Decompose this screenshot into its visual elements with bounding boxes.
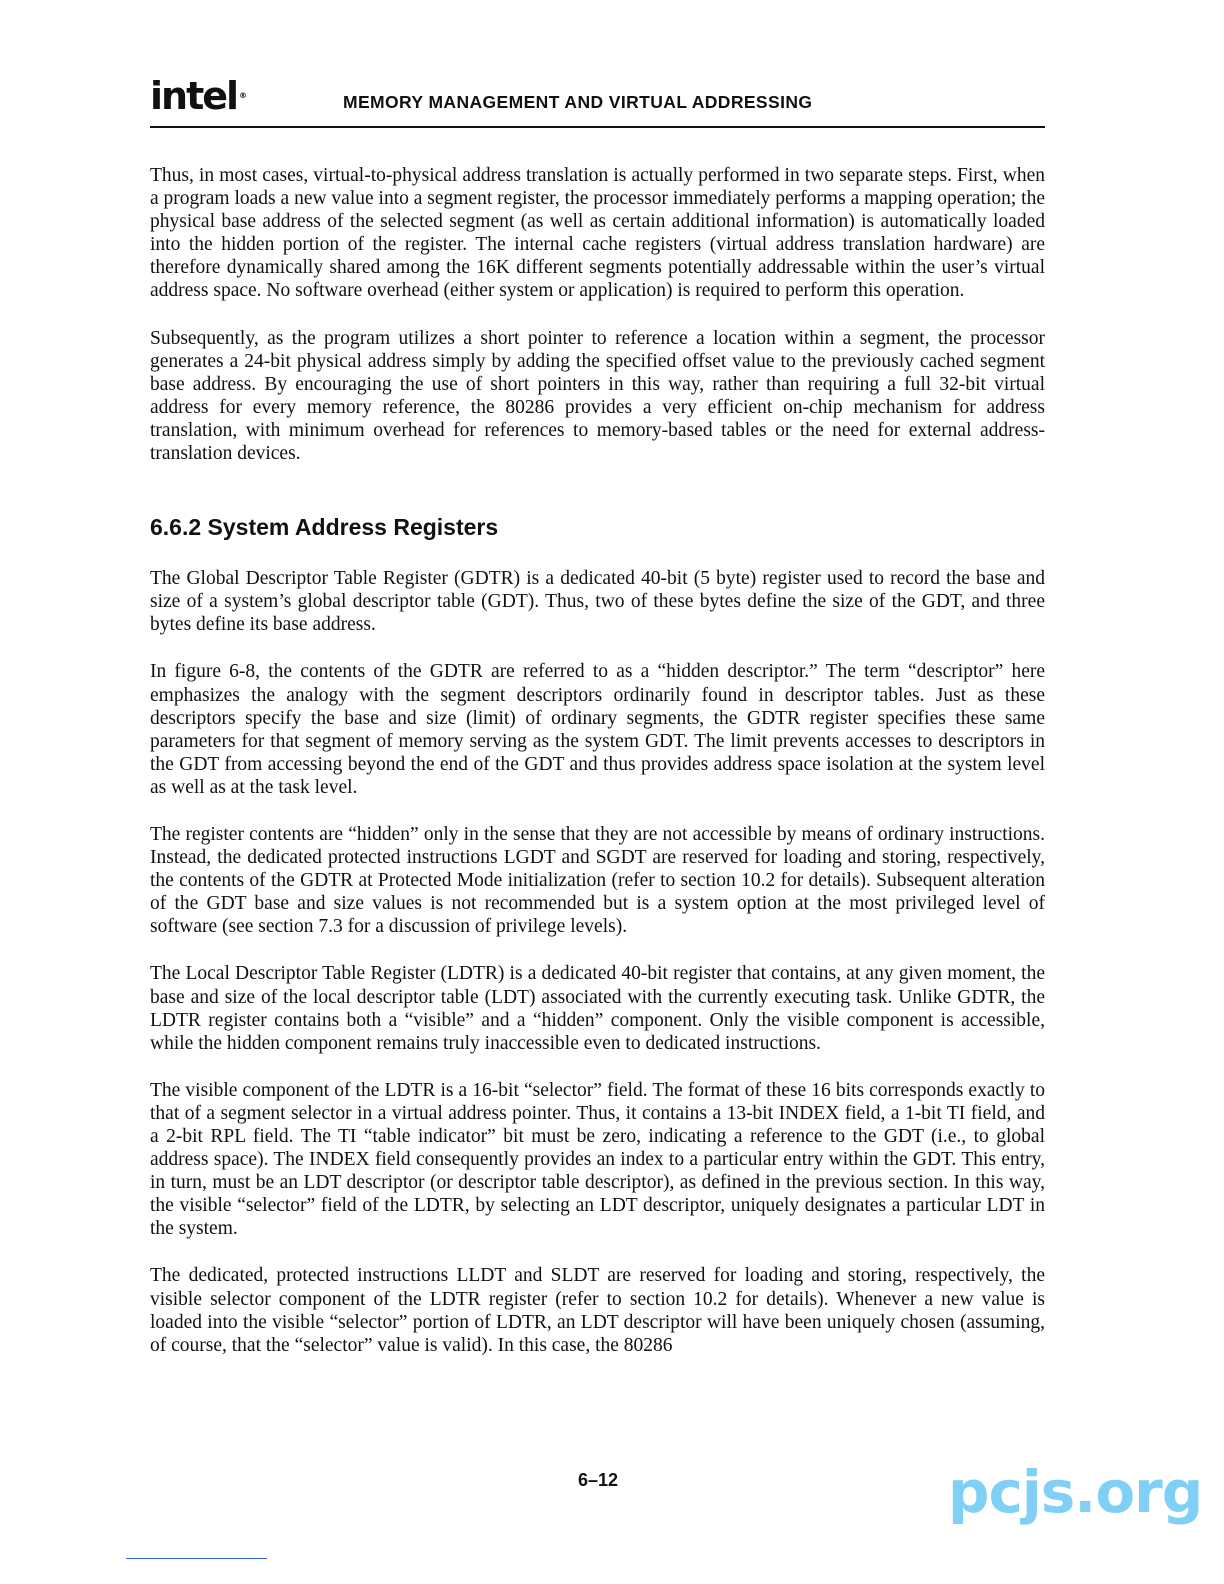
page-number: 6–12 xyxy=(578,1470,619,1490)
intel-logo xyxy=(150,76,245,116)
logo-text: intel xyxy=(150,74,238,118)
paragraph: The Local Descriptor Table Register (LDTR) is a dedicated 40-bit register that contains, at any given moment, the base and size of the local descriptor table (LDT) associated with the currently executing task. Unlike GDTR, the LDTR register contains both a “visible” and a “hidden” component. Only the visible component is accessible, while the hidden component remains truly inaccessible even to dedicated instructions. xyxy=(150,963,1045,1054)
page-header xyxy=(150,74,1045,128)
running-header-title: MEMORY MANAGEMENT AND VIRTUAL ADDRESSING xyxy=(343,92,813,112)
paragraph: The visible component of the LDTR is a 16-bit “selector” field. The format of these 16 bits corresponds exactly to that of a segment selector in a virtual address pointer. Thus, it contains a 13-bit INDEX field, a 1-bit TI field, and a 2-bit RPL field. The TI “table indicator” bit must be zero, indicating a reference to the GDT (i.e., to global address space). The INDEX field consequently provides an index to a particular entry within the GDT. This entry, in turn, must be an LDT descriptor (or descriptor table descriptor), as defined in the previous section. In this way, the visible “selector” field of the LDTR, by selecting an LDT descriptor, uniquely designates a particular LDT in the system. xyxy=(150,1079,1045,1240)
section-heading: 6.6.2 System Address Registers xyxy=(150,514,499,541)
bottom-divider xyxy=(126,1558,267,1559)
paragraph: Thus, in most cases, virtual-to-physical address translation is actually performed in two separate steps. First, when a program loads a new value into a segment register, the processor immediately performs a mapping operation; the physical base address of the selected segment (as well as certain additional information) is automatically loaded into the hidden portion of the register. The internal cache registers (virtual address translation hardware) are therefore dynamically shared among the 16K different segments potentially addressable within the user’s virtual address space. No software overhead (either system or application) is required to perform this operation. xyxy=(150,165,1045,302)
paragraph: The dedicated, protected instructions LLDT and SLDT are reserved for loading and storing, respectively, the visible selector component of the LDTR register (refer to section 10.2 for details). Whenever a new value is loaded into the visible “selector” portion of LDTR, an LDT descriptor will have been uniquely chosen (assuming, of course, that the “selector” value is valid). In this case, the 80286 xyxy=(150,1265,1045,1356)
paragraph: The Global Descriptor Table Register (GDTR) is a dedicated 40-bit (5 byte) register used to record the base and size of a system’s global descriptor table (GDT). Thus, two of these bytes define the size of the GDT, and three bytes define its base address. xyxy=(150,568,1045,636)
page-body xyxy=(150,164,1045,1381)
paragraph: In figure 6-8, the contents of the GDTR are referred to as a “hidden descriptor.” The term “descriptor” here emphasizes the analogy with the segment descriptors ordinarily found in descriptor tables. Just as these descriptors specify the base and size (limit) of ordinary segments, the GDTR register specifies these same parameters for that segment of memory serving as the system GDT. The limit prevents accesses to descriptors in the GDT from accessing beyond the end of the GDT and thus provides address space isolation at the system level as well as at the task level. xyxy=(150,661,1045,798)
registered-mark: ® xyxy=(239,91,246,100)
paragraph: The register contents are “hidden” only in the sense that they are not accessible by means of ordinary instructions. Instead, the dedicated protected instructions LGDT and SGDT are reserved for loading and storing, respectively, the contents of the GDTR at Protected Mode initialization (refer to section 10.2 for details). Subsequent alteration of the GDT base and size values is not recommended but is a system option at the most privileged level of software (see section 7.3 for a discussion of privilege levels). xyxy=(150,823,1045,938)
pcjs-watermark: pcjs.org xyxy=(948,1458,1203,1526)
paragraph: Subsequently, as the program utilizes a short pointer to reference a location within a segment, the processor generates a 24-bit physical address simply by adding the specified offset value to the previously cached segment base address. By encouraging the use of short pointers in this way, rather than requiring a full 32-bit virtual address for every memory reference, the 80286 provides a very efficient on-chip mechanism for address translation, with minimum overhead for references to memory-based tables or the need for external address-translation devices. xyxy=(150,327,1045,465)
